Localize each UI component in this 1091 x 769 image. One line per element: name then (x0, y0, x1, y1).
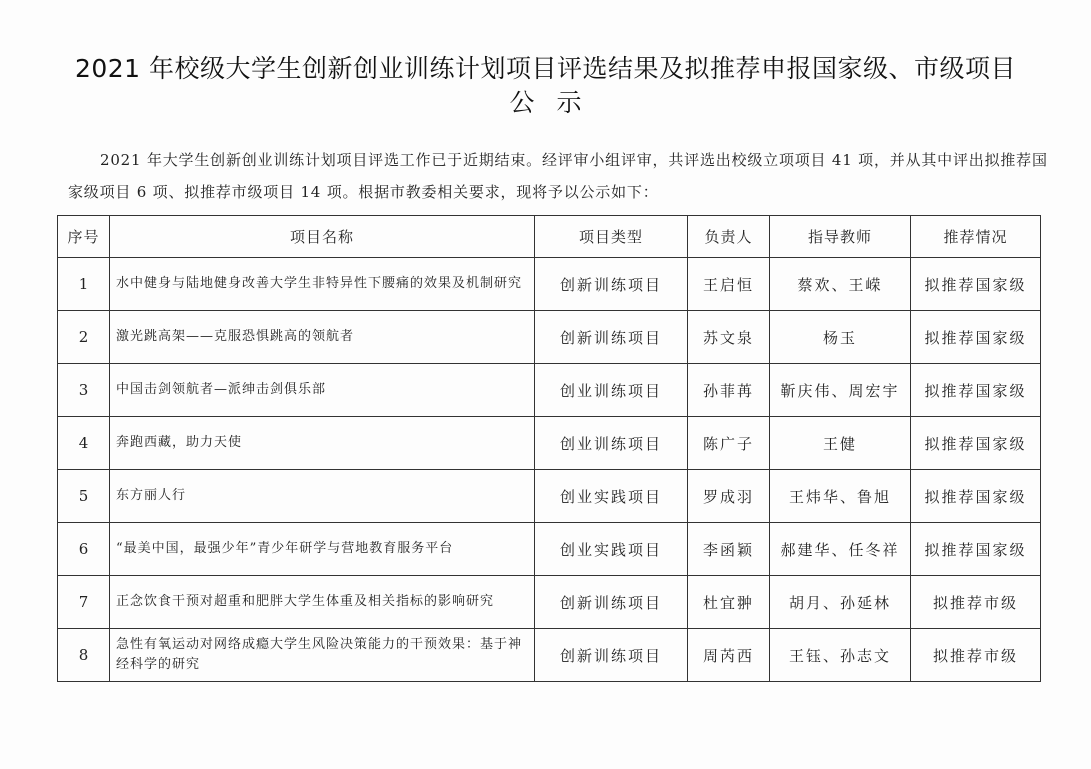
cell-project-name: 急性有氧运动对网络成瘾大学生风险决策能力的干预效果：基于神经科学的研究 (110, 629, 535, 682)
cell-leader: 王启恒 (688, 258, 770, 311)
cell-recommendation: 拟推荐国家级 (911, 258, 1041, 311)
header-index: 序号 (58, 216, 110, 258)
cell-index: 5 (58, 470, 110, 523)
header-project-type: 项目类型 (535, 216, 688, 258)
cell-project-name: 中国击剑领航者—派绅击剑俱乐部 (110, 364, 535, 417)
table-row (58, 364, 1041, 417)
cell-index: 1 (58, 258, 110, 311)
cell-project-type: 创新训练项目 (535, 629, 688, 682)
cell-project-type: 创业实践项目 (535, 470, 688, 523)
cell-advisor: 王钰、孙志文 (770, 629, 911, 682)
table-row (58, 576, 1041, 629)
table-header-row (58, 216, 1041, 258)
cell-project-type: 创业训练项目 (535, 364, 688, 417)
cell-leader: 罗成羽 (688, 470, 770, 523)
header-leader: 负责人 (688, 216, 770, 258)
document-title (0, 52, 1091, 120)
cell-recommendation: 拟推荐国家级 (911, 364, 1041, 417)
cell-recommendation: 拟推荐国家级 (911, 523, 1041, 576)
cell-index: 6 (58, 523, 110, 576)
cell-leader: 陈广子 (688, 417, 770, 470)
cell-recommendation: 拟推荐国家级 (911, 470, 1041, 523)
cell-project-name: “最美中国，最强少年”青少年研学与营地教育服务平台 (110, 523, 535, 576)
cell-index: 7 (58, 576, 110, 629)
cell-recommendation: 拟推荐国家级 (911, 417, 1041, 470)
cell-index: 2 (58, 311, 110, 364)
cell-leader: 苏文泉 (688, 311, 770, 364)
cell-recommendation: 拟推荐国家级 (911, 311, 1041, 364)
table-row (58, 311, 1041, 364)
table-row (58, 417, 1041, 470)
table-row (58, 258, 1041, 311)
cell-project-name: 奔跑西藏，助力天使 (110, 417, 535, 470)
title-line-2: 公示 (509, 88, 604, 117)
cell-advisor: 郝建华、任冬祥 (770, 523, 911, 576)
cell-index: 8 (58, 629, 110, 682)
cell-leader: 李函颖 (688, 523, 770, 576)
table-row (58, 629, 1041, 682)
cell-project-type: 创新训练项目 (535, 576, 688, 629)
cell-index: 4 (58, 417, 110, 470)
cell-recommendation: 拟推荐市级 (911, 629, 1041, 682)
cell-project-type: 创业实践项目 (535, 523, 688, 576)
table-row (58, 470, 1041, 523)
cell-index: 3 (58, 364, 110, 417)
cell-project-name: 激光跳高架——克服恐惧跳高的领航者 (110, 311, 535, 364)
cell-advisor: 蔡欢、王嵘 (770, 258, 911, 311)
results-table (57, 215, 1041, 682)
title-line-1: 2021 年校级大学生创新创业训练计划项目评选结果及拟推荐申报国家级、市级项目 (74, 54, 1017, 83)
cell-advisor: 靳庆伟、周宏宇 (770, 364, 911, 417)
header-recommendation: 推荐情况 (911, 216, 1041, 258)
cell-project-name: 水中健身与陆地健身改善大学生非特异性下腰痛的效果及机制研究 (110, 258, 535, 311)
cell-project-name: 正念饮食干预对超重和肥胖大学生体重及相关指标的影响研究 (110, 576, 535, 629)
cell-project-type: 创新训练项目 (535, 258, 688, 311)
cell-leader: 杜宜翀 (688, 576, 770, 629)
cell-advisor: 杨玉 (770, 311, 911, 364)
cell-project-type: 创新训练项目 (535, 311, 688, 364)
cell-recommendation: 拟推荐市级 (911, 576, 1041, 629)
intro-paragraph: 2021 年大学生创新创业训练计划项目评选工作已于近期结束。经评审小组评审，共评选出校级立项项目 41 项，并从其中评出拟推荐国家级项目 6 项、拟推荐市级项目 14 项。根据市教委相关要求，现将予以公示如下： (68, 151, 1048, 201)
header-advisor: 指导教师 (770, 216, 911, 258)
cell-advisor: 王炜华、鲁旭 (770, 470, 911, 523)
cell-project-type: 创业训练项目 (535, 417, 688, 470)
cell-leader: 孙菲苒 (688, 364, 770, 417)
cell-leader: 周芮西 (688, 629, 770, 682)
cell-advisor: 胡月、孙延林 (770, 576, 911, 629)
header-project-name: 项目名称 (110, 216, 535, 258)
cell-advisor: 王健 (770, 417, 911, 470)
cell-project-name: 东方丽人行 (110, 470, 535, 523)
table-row (58, 523, 1041, 576)
